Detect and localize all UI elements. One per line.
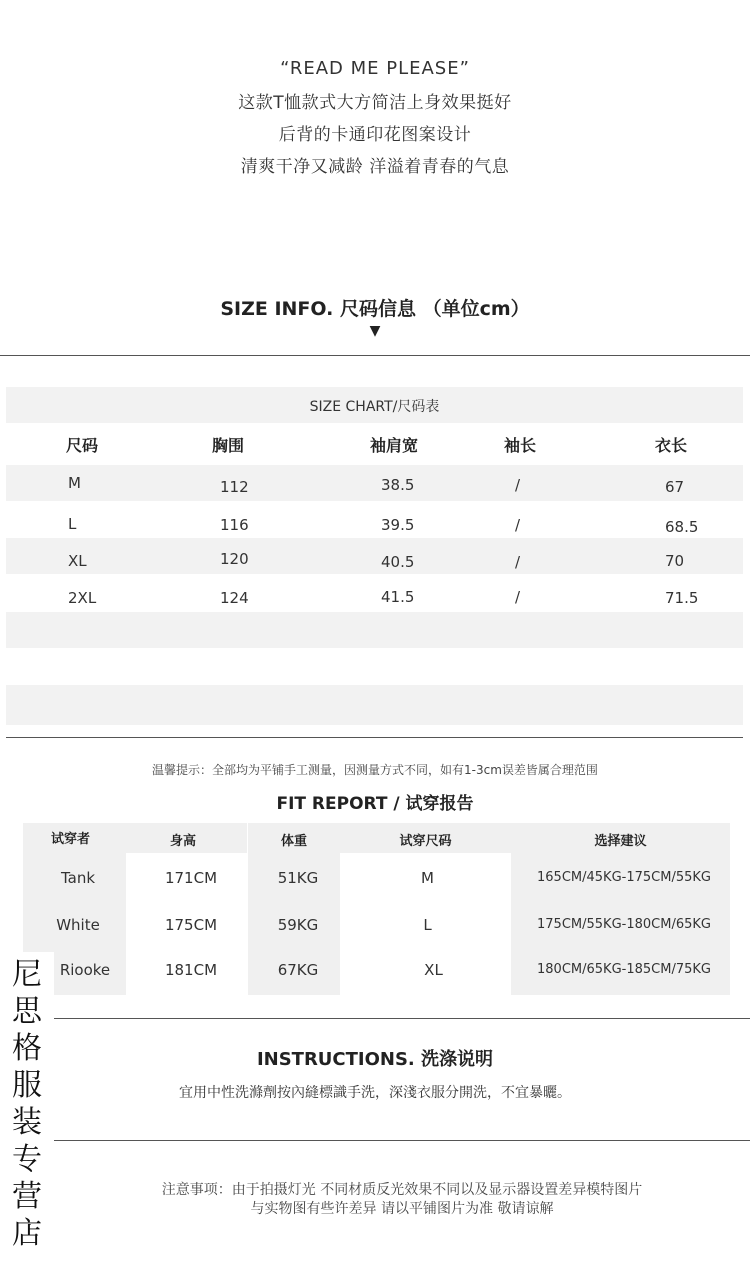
shop-name-vertical	[0, 952, 54, 1262]
cell-chest: 116	[220, 516, 249, 534]
row-band	[6, 465, 743, 501]
col-header-length: 衣长	[655, 436, 688, 455]
cell-chest: 112	[220, 478, 249, 496]
col-header-size: 尺码	[66, 436, 99, 455]
shop-name-char: 营	[12, 1179, 42, 1214]
cell-shoulder: 39.5	[381, 516, 415, 534]
shop-name-char: 服	[12, 1068, 42, 1103]
row-band	[6, 685, 743, 725]
cell-shoulder: 41.5	[381, 588, 415, 606]
cell-size: XL	[68, 552, 87, 570]
col-header-chest: 胸围	[212, 436, 245, 455]
divider	[0, 355, 750, 356]
fit-cell-height: 171CM	[164, 869, 218, 887]
row-band	[6, 538, 743, 574]
fit-cell-tester: Riooke	[59, 961, 111, 979]
cell-shoulder: 40.5	[381, 553, 415, 571]
fit-cell-weight: 51KG	[277, 869, 319, 887]
fit-cell-advice: 180CM/65KG-185CM/75KG	[537, 962, 711, 977]
fit-cell-tester: Tank	[60, 869, 96, 887]
fit-cell-weight: 59KG	[277, 916, 319, 934]
notice-line-1: 注意事项：由于拍摄灯光 不同材质反光效果不同以及显示器设置差异模特图片	[161, 1182, 643, 1198]
cell-sleeve: /	[515, 476, 521, 494]
shop-name-char: 店	[12, 1216, 42, 1251]
fit-header-tester: 试穿者	[50, 832, 90, 847]
size-info-heading: SIZE INFO. 尺码信息 （单位cm）	[220, 298, 530, 320]
fit-cell-height: 181CM	[164, 961, 218, 979]
instructions-heading: INSTRUCTIONS. 洗涤说明	[256, 1049, 494, 1070]
fit-cell-advice: 175CM/55KG-180CM/65KG	[537, 917, 711, 932]
fit-header-advice: 选择建议	[594, 834, 647, 849]
fit-cell-size: L	[423, 916, 432, 934]
cell-chest: 120	[220, 550, 249, 568]
col-header-sleeve: 袖长	[504, 436, 537, 455]
fit-cell-tester: White	[56, 916, 100, 934]
shop-name-char: 专	[12, 1142, 42, 1177]
cell-size: M	[68, 474, 81, 492]
divider	[6, 737, 743, 738]
fit-header-weight: 体重	[280, 834, 307, 849]
intro-title: “READ ME PLEASE”	[280, 58, 470, 79]
divider	[54, 1140, 750, 1141]
cell-size: L	[68, 515, 77, 533]
fit-report-heading: FIT REPORT / 试穿报告	[276, 794, 474, 814]
row-band	[6, 612, 743, 648]
cell-sleeve: /	[515, 516, 521, 534]
shop-name-char: 格	[12, 1031, 42, 1066]
cell-length: 71.5	[665, 589, 699, 607]
cell-size: 2XL	[68, 589, 97, 607]
notice-line-2: 与实物图有些许差异 请以平铺图片为准 敬请谅解	[250, 1201, 554, 1217]
cell-sleeve: /	[515, 588, 521, 606]
shop-name-char: 装	[12, 1105, 42, 1140]
fit-cell-size: M	[421, 869, 434, 887]
shop-name-char: 思	[12, 994, 42, 1029]
cell-sleeve: /	[515, 553, 521, 571]
cell-shoulder: 38.5	[381, 476, 415, 494]
shop-name-char: 尼	[12, 957, 42, 992]
down-arrow-icon: ▼	[369, 323, 381, 339]
cell-length: 70	[665, 552, 685, 570]
intro-line-1: 这款T恤款式大方简洁上身效果挺好	[238, 93, 512, 113]
measurement-tip: 温馨提示：全部均为平铺手工测量，因测量方式不同，如有1-3cm误差皆属合理范围	[152, 763, 598, 777]
intro-line-3: 清爽干净又减龄 洋溢着青春的气息	[240, 157, 510, 177]
cell-length: 68.5	[665, 518, 699, 536]
fit-header-size: 试穿尺码	[399, 834, 452, 849]
fit-cell-advice: 165CM/45KG-175CM/55KG	[537, 870, 711, 885]
instructions-text: 宜用中性洗滌劑按內縫標識手洗，深淺衣服分開洗，不宜暴曬。	[179, 1085, 571, 1101]
chart-title: SIZE CHART/尺码表	[309, 399, 440, 415]
divider	[54, 1018, 750, 1019]
fit-cell-height: 175CM	[164, 916, 218, 934]
cell-length: 67	[665, 478, 685, 496]
intro-line-2: 后背的卡通印花图案设计	[278, 125, 472, 145]
cell-chest: 124	[220, 589, 249, 607]
col-header-shoulder: 袖肩宽	[370, 436, 419, 455]
fit-cell-size: XL	[424, 961, 443, 979]
fit-cell-weight: 67KG	[277, 961, 319, 979]
fit-header-height: 身高	[169, 834, 196, 849]
